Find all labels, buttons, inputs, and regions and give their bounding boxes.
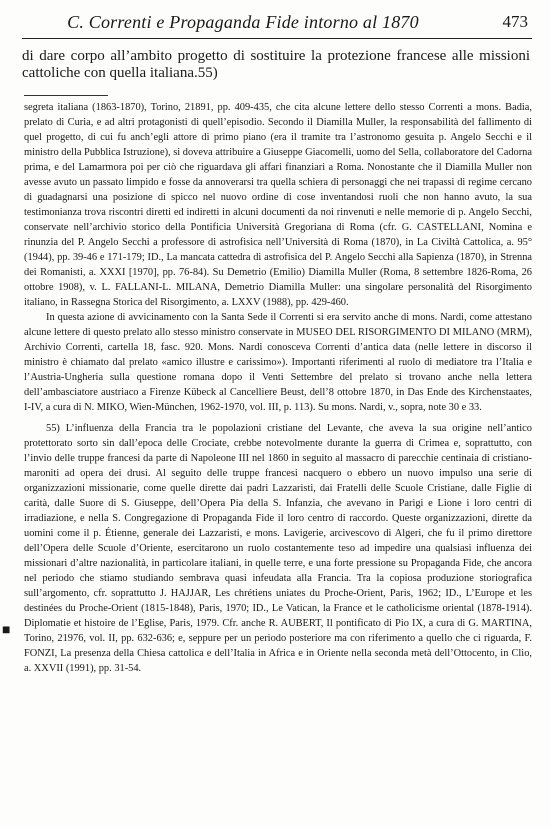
page-number: 473 <box>502 12 528 31</box>
footnote-continuation: segreta italiana (1863-1870), Torino, 21891, pp. 409-435, che cita alcune lettere dello stesso Correnti a mons. Badia, prelato di Curia, e ad altri protagonisti di quell’episodio. Secondo il Diamilla Muller, la responsabilità del fallimento di quel progetto, di cui fu anch’egli attore di primo piano (era il tramite tra l’astronomo gesuita p. Angelo Secchi e il ministro della Pubblica Istruzione), si doveva attribuire a Giuseppe Giacomelli, uomo del Sella, collaboratore del Cadorna prima, e del Lamarmora poi per ciò che riguardava gli affari finanziari a Roma. Nonostante che il Diamilla Muller non avesse avuto un passato limpido e fosse da annoverarsi tra quella schiera di personaggi che nei trapassi di regime cercano di guadagnarsi una posizione di spicco nel nuovo ordine di cose inventandosi ruoli che non hanno avuto, la sua testimonianza trova riscontri diretti ed indiretti in alcuni documenti da noi rinvenuti e nelle memorie di p. Angelo Secchi, conservate nell’archivio storico della Pontificia Università Gregoriana di Roma (cfr. G. CASTELLANI, Nomina e rinunzia del P. Angelo Secchi a professore di astrofisica nell’Università di Roma (1870), in La Civiltà Cattolica, a. 95° (1944), pp. 39-46 e 171-179; ID., La mancata cattedra di astrofisica del P. Angelo Secchi alla Sapienza (1870), in Strenna dei Romanisti, a. XXXI [1970], pp. 76-84). Su Demetrio (Emilio) Diamilla Muller (Roma, 8 settembre 1826-Roma, 26 ottobre 1908), v. L. FALLANI-L. MILANA, Demetrio Diamilla Muller: una singolare personalità del Risorgimento italiano, in Rassegna Storica del Risorgimento, a. LXXV (1988), pp. 429-460. <box>24 102 532 308</box>
margin-mark: ■ <box>2 623 11 638</box>
body-paragraph: di dare corpo all’ambito progetto di sostituire la protezione francese alle missioni cattoliche con quella italiana.55) <box>22 48 530 81</box>
footnote-55: 55) L’influenza della Francia tra le popolazioni cristiane del Levante, che aveva la sua origine nell’antico protettorato sorto sin dall’epoca delle Crociate, crebbe notevolmente durante la guerra di Crimea e, soprattutto, con l’invio delle truppe francesi da parte di Napoleone III nel 1860 in seguito al massacro di parecchie centinaia di cristiano-maroniti ad opera dei drusi. Al seguito delle truppe francesi nacquero o ebbero un nuovo impulso una serie di organizzazioni missionarie, come quelle dirette dai padri Lazzaristi, dai Fratelli delle Scuole Cristiane, dalle Figlie di carità, dalle Suore di S. Giuseppe, dell’Opera Pia della S. Infanzia, che avevano in Parigi e Lione i loro centri di irradiazione, e nella S. Congregazione di Propaganda Fide il loro centro di raccordo. Queste organizzazioni, dirette da uomini come il p. Étienne, generale dei Lazzaristi, e mons. Lavigerie, arcivescovo di Algeri, che fu il primo direttore dell’Opera delle Scuole d’Oriente, esercitarono un ruolo costantemente teso ad impedire una qualsiasi influenza dei missionari d’altre nazionalità, in particolare italiani, in quelle terre, e una forte pressione su Propaganda Fide, che ancora nel periodo che stiamo studiando sembrava quasi infeudata alla Francia. Tra la copiosa produzione storiografica sull’argomento, cfr. soprattutto J. HAJJAR, Les chrétiens uniates du Proche-Orient, Paris, 1962; ID., L’Europe et les destinées du Proche-Orient (1815-1848), Paris, 1970; ID., Le Vatican, la France et le catholicisme oriental (1878-1914). Diplomatie et histoire de l’Eglise, Paris, 1979. Cfr. anche R. AUBERT, Il pontificato di Pio IX, a cura di G. MARTINA, Torino, 21976, vol. II, pp. 632-636; e, seppure per un periodo posteriore ma con riferimento a quello che ci riguarda, F. FONZI, La presenza della Chiesa cattolica e dell’Italia in Africa e in Oriente nella seconda metà dell’Ottocento, in Clio, a. XXVII (1991), pp. 31-54. <box>24 423 532 674</box>
footnote-separator <box>24 95 108 96</box>
footnote-continuation-paragraph: In questa azione di avvicinamento con la Santa Sede il Correnti si era servito anche di mons. Nardi, come attestano alcune lettere di questo prelato allo stesso ministro conservate in MUSEO DEL RISORGIMENTO DI MILANO (MRM), Archivio Correnti, cartella 18, fasc. 920. Mons. Nardi conosceva Correnti d’antica data (nelle lettere in discorso il ministro è chiamato dal prelato «amico illustre e carissimo»). Importanti riferimenti al ruolo di mediatore tra l’Italia e l’Austria-Ungheria sulla questione romana dopo il Venti Settembre del prelato si trovano anche nella lettera dell’ambasciatore austriaco a Firenze Kübeck al Cancelliere Beust, dell’8 ottobre 1870, in Das Ende des Kirchenstaates, I-IV, a cura di N. MIKO, Wien-München, 1962-1970, vol. III, p. 113). Su mons. Nardi, v., sopra, note 30 e 33. <box>24 312 532 413</box>
footnotes <box>24 100 532 676</box>
running-head: C. Correnti e Propaganda Fide intorno al 1870 <box>67 12 419 32</box>
page-header <box>22 12 532 39</box>
